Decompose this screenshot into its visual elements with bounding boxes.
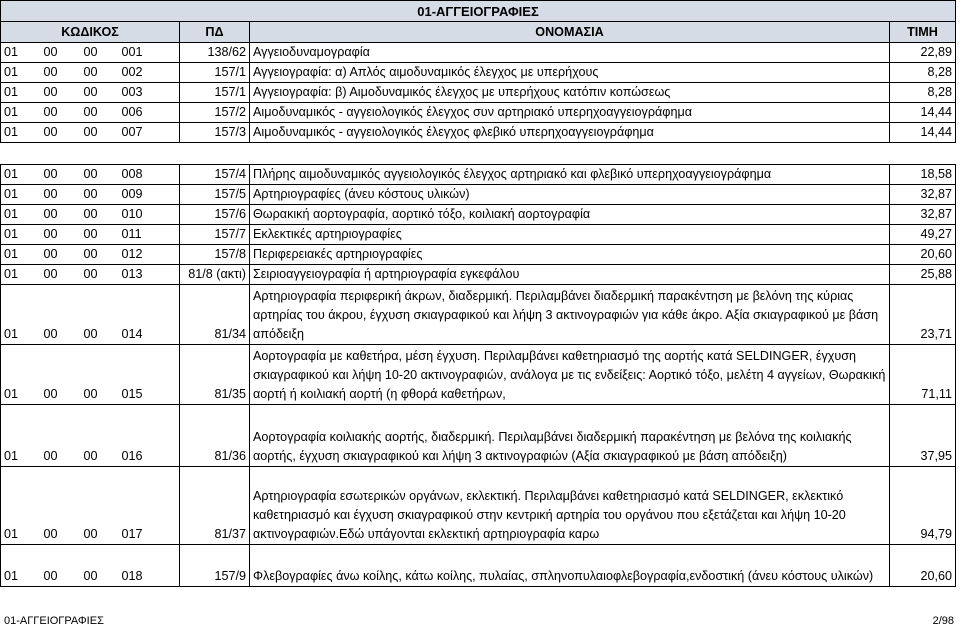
code-part-4: 007 [119, 123, 180, 143]
price-cell: 20,60 [890, 245, 956, 265]
table-row [1, 405, 956, 467]
code-part-3: 00 [81, 345, 119, 405]
code-part-4: 010 [119, 205, 180, 225]
table-row [1, 545, 956, 587]
table-row [1, 205, 956, 225]
pd-cell: 157/1 [180, 63, 250, 83]
name-cell: Αρτηριογραφίες (άνευ κόστους υλικών) [250, 185, 890, 205]
table-row [1, 225, 956, 245]
pd-cell: 157/7 [180, 225, 250, 245]
code-part-2: 00 [41, 405, 81, 467]
name-cell: Σειριοαγγειογραφία ή αρτηριογραφία εγκεφάλου [250, 265, 890, 285]
code-part-1: 01 [1, 245, 41, 265]
pd-cell: 81/35 [180, 345, 250, 405]
code-part-2: 00 [41, 63, 81, 83]
code-part-2: 00 [41, 123, 81, 143]
code-part-4: 016 [119, 405, 180, 467]
code-part-4: 011 [119, 225, 180, 245]
name-cell: Πλήρης αιμοδυναμικός αγγειολογικός έλεγχος αρτηριακό και φλεβικό υπερηχοαγγειογράφημα [250, 165, 890, 185]
code-part-1: 01 [1, 405, 41, 467]
name-cell: Περιφερειακές αρτηριογραφίες [250, 245, 890, 265]
code-part-2: 00 [41, 43, 81, 63]
table-row [1, 123, 956, 143]
name-cell: Φλεβογραφίες άνω κοίλης, κάτω κοίλης, πυλαίας, σπληνοπυλαιοφλεβογραφία,ενδοστική (άνευ κόστους υλικών) [250, 545, 890, 587]
table-row [1, 63, 956, 83]
code-part-1: 01 [1, 205, 41, 225]
code-part-1: 01 [1, 345, 41, 405]
code-part-3: 00 [81, 63, 119, 83]
code-part-1: 01 [1, 467, 41, 545]
table-row [1, 245, 956, 265]
code-part-3: 00 [81, 225, 119, 245]
code-part-3: 00 [81, 205, 119, 225]
code-part-1: 01 [1, 285, 41, 345]
pd-cell: 157/4 [180, 165, 250, 185]
code-part-3: 00 [81, 103, 119, 123]
pd-cell: 157/1 [180, 83, 250, 103]
table-row [1, 83, 956, 103]
title-row [1, 1, 956, 22]
footer-sheet-name: 01-ΑΓΓΕΙΟΓΡΑΦΙΕΣ [4, 615, 104, 627]
pd-cell: 157/3 [180, 123, 250, 143]
code-part-3: 00 [81, 405, 119, 467]
code-part-3: 00 [81, 43, 119, 63]
code-part-1: 01 [1, 103, 41, 123]
name-cell: Αγγειογραφία: α) Απλός αιμοδυναμικός έλεγχος με υπερήχους [250, 63, 890, 83]
price-cell: 20,60 [890, 545, 956, 587]
code-part-2: 00 [41, 83, 81, 103]
pd-cell: 157/6 [180, 205, 250, 225]
price-cell: 32,87 [890, 205, 956, 225]
pd-cell: 157/5 [180, 185, 250, 205]
name-cell: Αορτογραφία με καθετήρα, μέση έγχυση. Περιλαμβάνει καθετηριασμό της αορτής κατά SELDINGER, έγχυση σκιαγραφικού και λήψη 10-20 ακτινογραφιών, ανάλογα με τις ενδείξεις: Αορτικό τόξο, μελέτη 4 αγγείων, Θωρακική αορτή ή κοιλιακή αορτή (η φθορά καθετήρων, [250, 345, 890, 405]
pd-cell: 81/36 [180, 405, 250, 467]
table-row [1, 285, 956, 345]
header-price: ΤΙΜΗ [890, 22, 956, 43]
code-part-2: 00 [41, 345, 81, 405]
name-cell: Εκλεκτικές αρτηριογραφίες [250, 225, 890, 245]
header-name: ΟΝΟΜΑΣΙΑ [250, 22, 890, 43]
code-part-2: 00 [41, 285, 81, 345]
pd-cell: 81/37 [180, 467, 250, 545]
code-part-3: 00 [81, 123, 119, 143]
code-part-3: 00 [81, 545, 119, 587]
code-part-4: 001 [119, 43, 180, 63]
code-part-2: 00 [41, 185, 81, 205]
code-part-2: 00 [41, 225, 81, 245]
pd-cell: 157/9 [180, 545, 250, 587]
price-cell: 8,28 [890, 63, 956, 83]
name-cell: Αγγειογραφία: β) Αιμοδυναμικός έλεγχος με υπερήχους κατόπιν κοπώσεως [250, 83, 890, 103]
code-part-4: 009 [119, 185, 180, 205]
price-cell: 32,87 [890, 185, 956, 205]
code-part-1: 01 [1, 83, 41, 103]
pd-cell: 157/2 [180, 103, 250, 123]
code-part-2: 00 [41, 245, 81, 265]
price-cell: 71,11 [890, 345, 956, 405]
table-row [1, 165, 956, 185]
name-cell: Αρτηριογραφία εσωτερικών οργάνων, εκλεκτική. Περιλαμβάνει καθετηριασμό κατά SELDINGER, εκλεκτικό καθετηριασμό και έγχυση σκιαγραφικού στην κεντρική αρτηρία του οργάνου που εξετάζεται και λήψη 10-20 ακτινογραφιών.Εδώ υπάγονται εκλεκτική αρτηριογραφία καρω [250, 467, 890, 545]
sheet-title: 01-ΑΓΓΕΙΟΓΡΑΦΙΕΣ [1, 1, 956, 22]
code-part-2: 00 [41, 467, 81, 545]
code-part-2: 00 [41, 205, 81, 225]
table-row [1, 345, 956, 405]
price-cell: 23,71 [890, 285, 956, 345]
code-part-4: 015 [119, 345, 180, 405]
code-part-3: 00 [81, 83, 119, 103]
price-cell: 8,28 [890, 83, 956, 103]
code-part-3: 00 [81, 265, 119, 285]
table-row [1, 103, 956, 123]
code-part-4: 013 [119, 265, 180, 285]
name-cell: Αρτηριογραφία περιφερική άκρων, διαδερμική. Περιλαμβάνει διαδερμική παρακέντηση με βελόνη της κύριας αρτηρίας του άκρου, έγχυση σκιαγραφικού και λήψη 3 ακτινογραφιών για κάθε άκρο. Αξία σκιαγραφικού με βάση απόδειξη [250, 285, 890, 345]
price-cell: 25,88 [890, 265, 956, 285]
code-part-3: 00 [81, 245, 119, 265]
code-part-4: 018 [119, 545, 180, 587]
code-part-2: 00 [41, 165, 81, 185]
name-cell: Θωρακική αορτογραφία, αορτικό τόξο, κοιλιακή αορτογραφία [250, 205, 890, 225]
name-cell: Αορτογραφία κοιλιακής αορτής, διαδερμική. Περιλαμβάνει διαδερμική παρακέντηση με βελόνα της κοιλιακής αορτής, έγχυση σκιαγραφικού και λήψη 3 ακτινογραφιών (Αξία σκιαγραφικού με βάση απόδειξη) [250, 405, 890, 467]
spacer-cell [1, 143, 956, 165]
code-part-1: 01 [1, 123, 41, 143]
code-part-2: 00 [41, 265, 81, 285]
code-part-1: 01 [1, 63, 41, 83]
code-part-1: 01 [1, 265, 41, 285]
code-part-3: 00 [81, 285, 119, 345]
code-part-1: 01 [1, 185, 41, 205]
code-part-3: 00 [81, 467, 119, 545]
table-row [1, 467, 956, 545]
pd-cell: 81/34 [180, 285, 250, 345]
code-part-4: 003 [119, 83, 180, 103]
price-cell: 14,44 [890, 123, 956, 143]
code-part-1: 01 [1, 165, 41, 185]
code-part-4: 008 [119, 165, 180, 185]
code-part-2: 00 [41, 545, 81, 587]
pd-cell: 138/62 [180, 43, 250, 63]
price-cell: 94,79 [890, 467, 956, 545]
table-row [1, 43, 956, 63]
name-cell: Αγγειοδυναμογραφία [250, 43, 890, 63]
code-part-4: 014 [119, 285, 180, 345]
name-cell: Αιμοδυναμικός - αγγειολογικός έλεγχος φλεβικό υπερηχοαγγειογράφημα [250, 123, 890, 143]
price-cell: 37,95 [890, 405, 956, 467]
price-cell: 14,44 [890, 103, 956, 123]
spacer-row [1, 143, 956, 165]
pd-cell: 157/8 [180, 245, 250, 265]
price-cell: 49,27 [890, 225, 956, 245]
footer-page-number: 2/98 [932, 615, 954, 627]
code-part-4: 006 [119, 103, 180, 123]
header-pd: ΠΔ [180, 22, 250, 43]
code-part-1: 01 [1, 545, 41, 587]
header-row [1, 22, 956, 43]
price-cell: 18,58 [890, 165, 956, 185]
code-part-2: 00 [41, 103, 81, 123]
code-part-4: 012 [119, 245, 180, 265]
code-part-3: 00 [81, 165, 119, 185]
table-row [1, 265, 956, 285]
header-code: ΚΩΔΙΚΟΣ [1, 22, 180, 43]
price-cell: 22,89 [890, 43, 956, 63]
name-cell: Αιμοδυναμικός - αγγειολογικός έλεγχος συν αρτηριακό υπερηχοαγγειογράφημα [250, 103, 890, 123]
pd-cell: 81/8 (ακτι) [180, 265, 250, 285]
code-part-1: 01 [1, 225, 41, 245]
table-row [1, 185, 956, 205]
code-part-4: 017 [119, 467, 180, 545]
code-part-3: 00 [81, 185, 119, 205]
code-part-4: 002 [119, 63, 180, 83]
code-part-1: 01 [1, 43, 41, 63]
